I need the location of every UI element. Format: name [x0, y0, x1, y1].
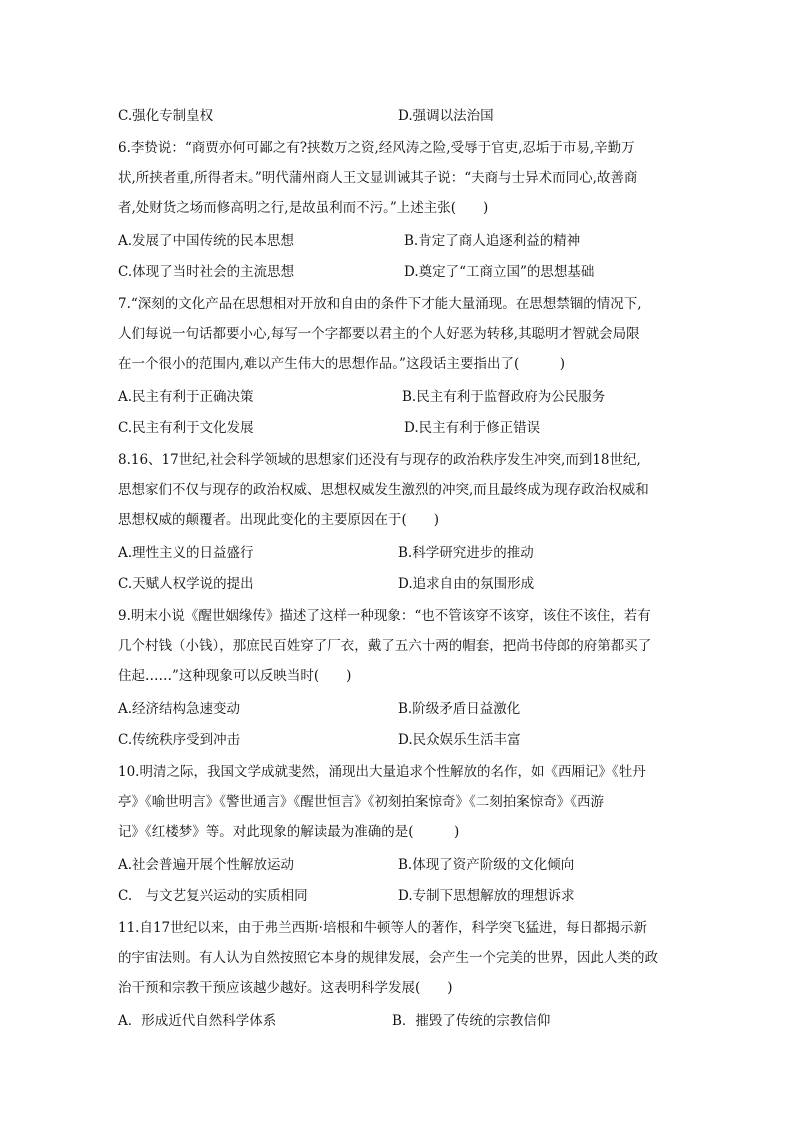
q10-stem-line-1: 10.明清之际，我国文学成就斐然，涌现出大量追求个性解放的名作，如《西厢记》《牡丹 — [118, 764, 646, 780]
q5-option-d: D.强调以法治国 — [398, 108, 494, 124]
q9-option-a: A.经济结构急速变动 — [118, 701, 241, 717]
q8-stem-line-2: 思想家们不仅与现存的政治权威、思想权威发生激烈的冲突,而且最终成为现存政治权威和 — [118, 482, 649, 498]
q10-option-d: D.专制下思想解放的理想诉求 — [398, 888, 575, 904]
q11-stem-line-2: 的宇宙法则。有人认为自然按照它本身的规律发展，会产生一个完美的世界，因此人类的政 — [118, 950, 658, 966]
q10-option-b: B.体现了资产阶级的文化倾向 — [398, 857, 575, 873]
q9-stem-line-2: 几个村钱（小钱），那庶民百姓穿了厂衣，戴了五六十两的帽套，把尚书侍郎的府第都买了 — [118, 638, 652, 654]
q7-stem-line-2: 人们每说一句话都要小心,每写一个字都要以君主的个人好恶为转移,其聪明才智就会局限 — [118, 326, 640, 342]
q8-option-d: D.追求自由的氛围形成 — [398, 576, 535, 592]
q8-option-c: C.天赋人权学说的提出 — [118, 576, 254, 592]
q7-stem-line-3: 在一个很小的范围内,难以产生伟大的思想作品。”这段话主要指出了( ) — [118, 356, 565, 372]
q9-option-d: D.民众娱乐生活丰富 — [398, 732, 521, 748]
q7-stem-line-1: 7.“深刻的文化产品在思想相对开放和自由的条件下才能大量涌现。在思想禁锢的情况下, — [118, 296, 642, 312]
q9-option-c: C.传统秩序受到冲击 — [118, 732, 241, 748]
q8-stem-line-3: 思想权威的颠覆者。出现此变化的主要原因在于( ) — [118, 512, 440, 528]
q11-option-a: A．形成近代自然科学体系 — [118, 1013, 277, 1029]
q6-stem-line-2: 状,所挟者重,所得者末。”明代蒲州商人王文显训诫其子说：“夫商与士异术而同心,故善商 — [118, 170, 638, 186]
q6-option-c: C.体现了当时社会的主流思想 — [118, 264, 295, 280]
q11-stem-line-3: 治干预和宗教干预应该越少越好。这表明科学发展( ) — [118, 980, 453, 996]
q7-option-b: B.民主有利于监督政府为公民服务 — [402, 389, 606, 405]
q7-option-c: C.民主有利于文化发展 — [118, 420, 254, 436]
q8-option-b: B.科学研究进步的推动 — [398, 545, 534, 561]
q10-option-a: A.社会普遍开展个性解放运动 — [118, 857, 295, 873]
q10-option-c: C. 与文艺复兴运动的实质相同 — [118, 888, 308, 904]
q6-stem-line-3: 者,处财货之场而修高明之行,是故虽利而不污。”上述主张( ) — [118, 200, 489, 216]
q6-stem-line-1: 6.李贽说：“商贾亦何可鄙之有?挟数万之资,经风涛之险,受辱于官吏,忍垢于市易,辛勤万 — [118, 140, 635, 156]
q11-option-b: B．摧毁了传统的宗教信仰 — [392, 1013, 551, 1029]
q6-option-b: B.肯定了商人追逐利益的精神 — [404, 233, 581, 249]
q10-stem-line-2: 亭》《喻世明言》《警世通言》《醒世恒言》《初刻拍案惊奇》《二刻拍案惊奇》《西游 — [118, 794, 604, 810]
q5-option-c: C.强化专制皇权 — [118, 108, 214, 124]
q6-option-a: A.发展了中国传统的民本思想 — [118, 233, 295, 249]
q8-option-a: A.理性主义的日益盛行 — [118, 545, 254, 561]
q7-option-a: A.民主有利于正确决策 — [118, 389, 254, 405]
q9-stem-line-3: 住起……”这种现象可以反映当时( ) — [118, 668, 352, 684]
q6-option-d: D.奠定了“工商立国”的思想基础 — [404, 264, 595, 280]
q7-option-d: D.民主有利于修正错误 — [404, 420, 541, 436]
q11-stem-line-1: 11.自17世纪以来，由于弗兰西斯·培根和牛顿等人的著作，科学突飞猛进，每日都揭示新 — [118, 920, 647, 936]
q9-option-b: B.阶级矛盾日益激化 — [398, 701, 521, 717]
q8-stem-line-1: 8.16、17世纪,社会科学领域的思想家们还没有与现存的政治秩序发生冲突,而到18世纪, — [118, 452, 641, 468]
q10-stem-line-3: 记》《红楼梦》等。对此现象的解读最为准确的是( ) — [118, 824, 460, 840]
q9-stem-line-1: 9.明末小说《醒世姻缘传》描述了这样一种现象：“也不管该穿不该穿，该住不该住，若有 — [118, 608, 651, 624]
